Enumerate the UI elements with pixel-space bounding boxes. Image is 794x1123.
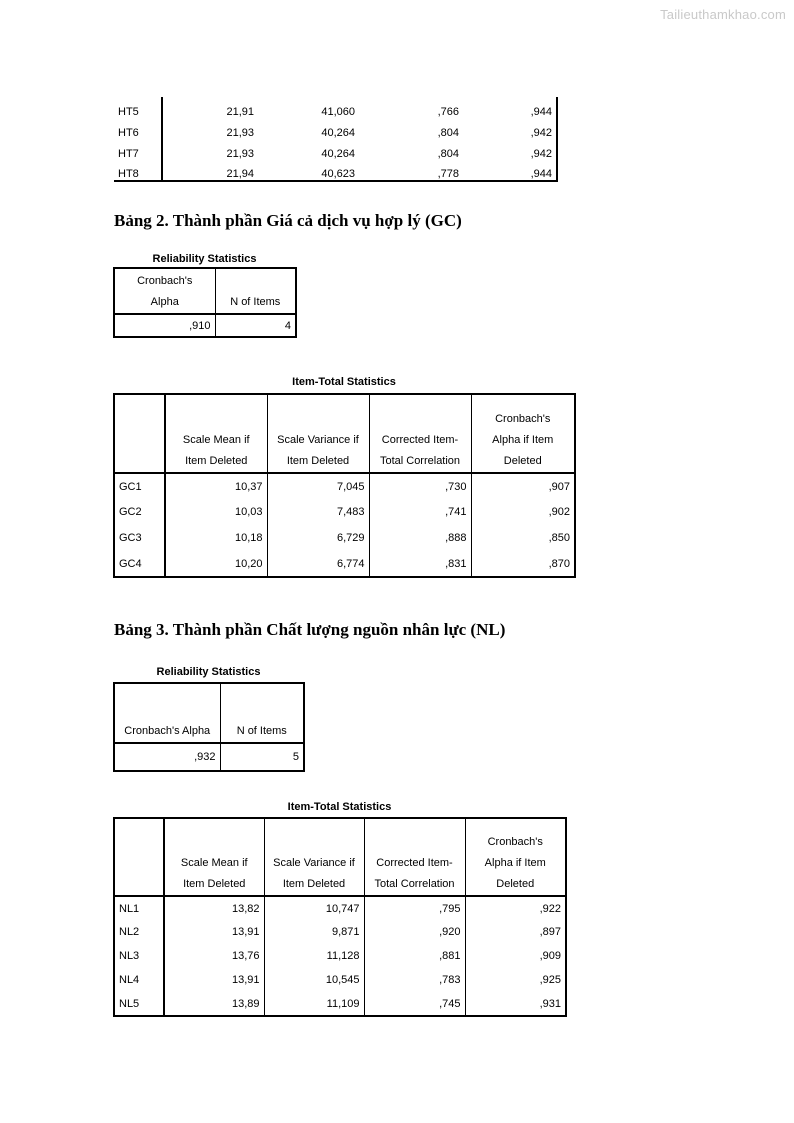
alpha-if-deleted: ,850 bbox=[548, 532, 570, 544]
corrected-correlation: ,804 bbox=[437, 148, 459, 160]
corrected-correlation: ,730 bbox=[369, 473, 471, 499]
table-row bbox=[114, 992, 566, 1016]
scale-variance: 9,871 bbox=[264, 920, 364, 944]
row-label: NL4 bbox=[114, 968, 164, 992]
corrected-correlation: ,881 bbox=[364, 944, 465, 968]
table-row bbox=[114, 968, 566, 992]
item-total-title: Item-Total Statistics bbox=[292, 376, 396, 388]
row-label: NL1 bbox=[114, 896, 164, 920]
alpha-if-deleted: ,925 bbox=[539, 974, 561, 986]
scale-variance: 41,060 bbox=[321, 106, 355, 118]
alpha-if-deleted: ,909 bbox=[539, 950, 561, 962]
item-total-title: Item-Total Statistics bbox=[287, 801, 392, 813]
header-corrected-correlation: Corrected Item- Total Correlation bbox=[369, 394, 471, 473]
alpha-value: ,932 bbox=[114, 743, 220, 771]
row-label: HT7 bbox=[114, 139, 162, 160]
table-row bbox=[114, 525, 575, 551]
table-row bbox=[114, 160, 557, 181]
alpha-if-deleted: ,922 bbox=[539, 902, 561, 915]
table-row bbox=[114, 118, 557, 139]
corrected-correlation: ,741 bbox=[369, 499, 471, 525]
header-scale-variance: Scale Variance if Item Deleted bbox=[267, 394, 369, 473]
alpha-if-deleted: ,870 bbox=[548, 557, 570, 570]
corrected-correlation: ,888 bbox=[369, 525, 471, 551]
scale-variance: 6,774 bbox=[267, 551, 369, 577]
scale-variance: 40,264 bbox=[321, 148, 355, 160]
alpha-if-deleted: ,902 bbox=[548, 506, 570, 518]
scale-variance: 10,545 bbox=[264, 968, 364, 992]
table-row bbox=[114, 139, 557, 160]
row-label: GC3 bbox=[114, 525, 165, 551]
scale-mean: 13,91 bbox=[164, 968, 264, 992]
alpha-header: Cronbach's Alpha bbox=[114, 683, 220, 743]
table-row bbox=[114, 944, 566, 968]
header-alpha-if-deleted: Cronbach's Alpha if Item Deleted bbox=[471, 394, 575, 473]
row-label: GC4 bbox=[114, 551, 165, 577]
table-row bbox=[114, 97, 557, 118]
header-corrected-correlation: Corrected Item- Total Correlation bbox=[364, 818, 465, 896]
corrected-correlation: ,745 bbox=[364, 992, 465, 1016]
row-label: NL2 bbox=[114, 920, 164, 944]
row-label: GC2 bbox=[114, 499, 165, 525]
scale-variance: 6,729 bbox=[267, 525, 369, 551]
corrected-correlation: ,778 bbox=[437, 168, 459, 180]
header-scale-variance: Scale Variance if Item Deleted bbox=[264, 818, 364, 896]
table-row bbox=[114, 473, 575, 499]
alpha-header: Cronbach's Alpha bbox=[114, 268, 215, 314]
scale-mean: 21,93 bbox=[226, 148, 254, 160]
row-label: HT8 bbox=[114, 160, 162, 181]
item-total-table-ht bbox=[114, 97, 558, 182]
header-alpha-if-deleted: Cronbach's Alpha if Item Deleted bbox=[465, 818, 566, 896]
scale-mean: 21,93 bbox=[226, 127, 254, 139]
n-items-value: 5 bbox=[292, 751, 299, 763]
header-scale-mean: Scale Mean if Item Deleted bbox=[165, 394, 267, 473]
alpha-if-deleted: ,931 bbox=[539, 997, 561, 1010]
corrected-correlation: ,831 bbox=[369, 551, 471, 577]
alpha-if-deleted: ,944 bbox=[530, 168, 552, 180]
row-label: NL3 bbox=[114, 944, 164, 968]
corrected-correlation: ,783 bbox=[364, 968, 465, 992]
corrected-correlation: ,804 bbox=[437, 127, 459, 139]
reliability-title: Reliability Statistics bbox=[152, 253, 257, 265]
section-heading-nl: Bảng 3. Thành phần Chất lượng nguồn nhân lực (NL) bbox=[114, 620, 506, 639]
alpha-if-deleted: ,897 bbox=[539, 926, 561, 938]
n-items-header: N of Items bbox=[215, 268, 296, 314]
corrected-correlation: ,795 bbox=[364, 896, 465, 920]
scale-variance: 10,747 bbox=[264, 896, 364, 920]
scale-mean: 10,20 bbox=[165, 551, 267, 577]
scale-mean: 10,37 bbox=[165, 473, 267, 499]
scale-mean: 21,91 bbox=[226, 106, 254, 118]
item-total-table-nl bbox=[113, 817, 567, 1017]
scale-mean: 13,91 bbox=[164, 920, 264, 944]
reliability-table-gc bbox=[113, 267, 297, 338]
alpha-if-deleted: ,942 bbox=[530, 148, 552, 160]
scale-mean: 13,89 bbox=[164, 992, 264, 1016]
corrected-correlation: ,920 bbox=[364, 920, 465, 944]
section-heading-gc: Bảng 2. Thành phần Giá cả dịch vụ hợp lý (GC) bbox=[114, 211, 462, 230]
scale-mean: 21,94 bbox=[226, 168, 254, 180]
alpha-value: ,910 bbox=[114, 314, 215, 337]
watermark: Tailieuthamkhao.com bbox=[660, 7, 786, 22]
row-label: NL5 bbox=[114, 992, 164, 1016]
scale-mean: 13,76 bbox=[164, 944, 264, 968]
row-label: HT6 bbox=[114, 118, 162, 139]
scale-mean: 10,03 bbox=[165, 499, 267, 525]
scale-variance: 7,045 bbox=[267, 473, 369, 499]
scale-variance: 11,109 bbox=[264, 992, 364, 1016]
alpha-if-deleted: ,907 bbox=[548, 480, 570, 493]
reliability-title: Reliability Statistics bbox=[156, 666, 261, 678]
scale-mean: 10,18 bbox=[165, 525, 267, 551]
table-row bbox=[114, 551, 575, 577]
scale-variance: 40,623 bbox=[321, 168, 355, 180]
alpha-if-deleted: ,942 bbox=[530, 127, 552, 139]
table-row bbox=[114, 499, 575, 525]
corrected-correlation: ,766 bbox=[437, 106, 459, 118]
item-total-table-gc bbox=[113, 393, 576, 578]
table-row bbox=[114, 896, 566, 920]
scale-variance: 40,264 bbox=[321, 127, 355, 139]
scale-variance: 11,128 bbox=[264, 944, 364, 968]
header-scale-mean: Scale Mean if Item Deleted bbox=[164, 818, 264, 896]
scale-mean: 13,82 bbox=[164, 896, 264, 920]
table-row bbox=[114, 920, 566, 944]
scale-variance: 7,483 bbox=[267, 499, 369, 525]
n-items-header: N of Items bbox=[220, 683, 304, 743]
reliability-table-nl bbox=[113, 682, 305, 772]
alpha-if-deleted: ,944 bbox=[530, 106, 552, 118]
row-label: GC1 bbox=[114, 473, 165, 499]
n-items-value: 4 bbox=[284, 319, 291, 332]
row-label: HT5 bbox=[114, 97, 162, 118]
